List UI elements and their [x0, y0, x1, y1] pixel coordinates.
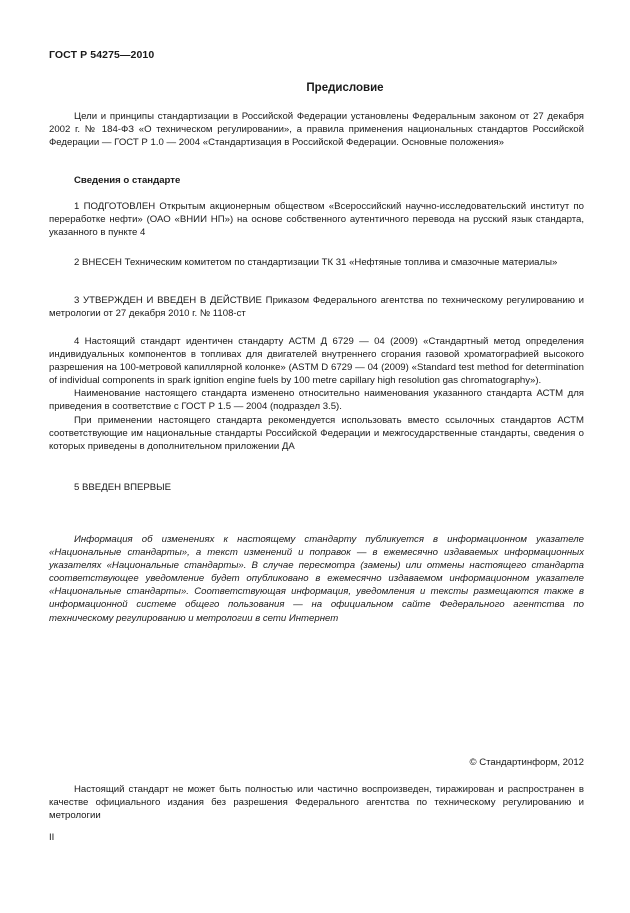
item-4-refs-text: При применении настоящего стандарта рекомендуется использовать вместо ссылочных стандартов АСТМ соответствующие им национальные стандарты Российской Федерации и межгосударственные стандарты, сведения о которых приведены в дополнительном приложении ДА	[49, 414, 584, 452]
page-title: Предисловие	[306, 82, 384, 94]
reproduction-paragraph	[49, 783, 584, 822]
item-4-text: 4 Настоящий стандарт идентичен стандарту АСТМ Д 6729 — 04 (2009) «Стандартный метод определения индивидуальных компонентов в топливах для двигателей внутреннего сгорания газовой хроматографией высокого разрешения на 100-метровой капиллярной колонке» (ASTM D 6729 — 04 (2009) «Standard test method for determination of individual components in spark ignition engine fuels by 100 metre capillary high resolution gas chromatography»).	[49, 336, 584, 387]
item-4	[49, 335, 584, 453]
item-5	[49, 481, 584, 494]
item-1	[49, 200, 584, 239]
intro-text: Цели и принципы стандартизации в Российской Федерации установлены Федеральным законом от 27 декабря 2002 г. № 184-ФЗ «О техническом регулировании», а правила применения национальных стандартов Российской Федерации — ГОСТ Р 1.0 — 2004 «Стандартизация в Российской Федерации. Основные положения»	[49, 111, 584, 149]
copyright-notice: © Стандартинформ, 2012	[469, 757, 584, 768]
item-1-text: 1 ПОДГОТОВЛЕН Открытым акционерным обществом «Всероссийский научно-исследовательский институт по переработке нефти» (ОАО «ВНИИ НП») на основе собственного аутентичного перевода на русский язык стандарта, указанного в пункте 4	[49, 201, 584, 239]
reproduction-text: Настоящий стандарт не может быть полностью или частично воспроизведен, тиражирован и распространен в качестве официального издания без разрешения Федерального агентства по техническому регулированию и метрологии	[49, 784, 584, 822]
item-4-rename-text: Наименование настоящего стандарта изменено относительно наименования указанного стандарта АСТМ для приведения в соответствие с ГОСТ Р 1.5 — 2004 (подраздел 3.5).	[49, 388, 584, 413]
item-2-text: 2 ВНЕСЕН Техническим комитетом по стандартизации ТК 31 «Нефтяные топлива и смазочные материалы»	[74, 257, 558, 268]
item-2	[49, 256, 584, 269]
document-code: ГОСТ Р 54275—2010	[49, 49, 155, 61]
notice-text: Информация об изменениях к настоящему стандарту публикуется в информационном указателе «Национальные стандарты», а текст изменений и поправок — в ежемесячно издаваемых информационных указателях «Национальные стандарты». В случае пересмотра (замены) или отмены настоящего стандарта соответствующее уведомление будет опубликовано в ежемесячно издаваемом информационном указателе «Национальные стандарты». Соответствующая информация, уведомления и тексты размещаются также в информационной системе общего пользования — на официальном сайте Федерального агентства по техническому регулированию и метрологии в сети Интернет	[49, 534, 584, 624]
item-3	[49, 294, 584, 320]
intro-paragraph	[49, 110, 584, 149]
notice-paragraph	[49, 533, 584, 625]
info-heading: Сведения о стандарте	[74, 175, 181, 186]
item-3-text: 3 УТВЕРЖДЕН И ВВЕДЕН В ДЕЙСТВИЕ Приказом Федерального агентства по техническому регулированию и метрологии от 27 декабря 2010 г. № 1108-ст	[49, 295, 584, 320]
item-5-text: 5 ВВЕДЕН ВПЕРВЫЕ	[74, 482, 172, 493]
page-number: II	[49, 832, 55, 843]
